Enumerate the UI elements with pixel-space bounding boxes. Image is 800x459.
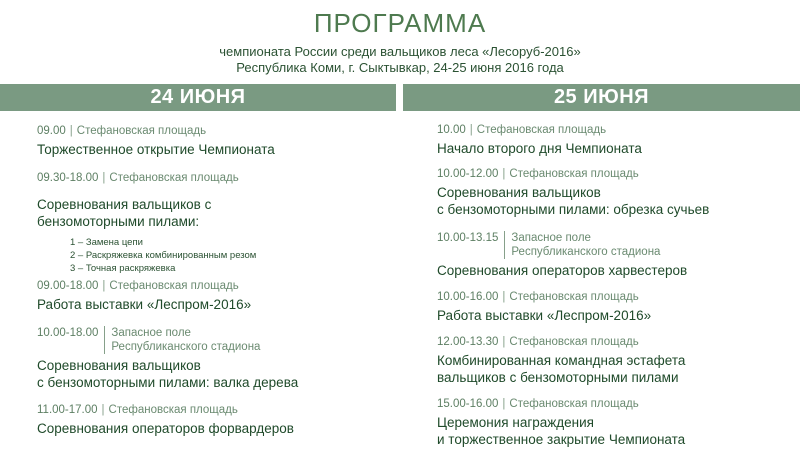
item-title: Соревнования вальщиков с бензомоторными пилами: обрезка сучьев — [437, 185, 710, 217]
item-meta: 12.00-13.30 | Стефановская площадь — [437, 336, 639, 348]
item-place: Стефановская площадь — [509, 291, 639, 303]
item-title: Соревнования операторов харвестеров — [437, 263, 688, 278]
schedule-item — [37, 326, 387, 391]
item-meta: 15.00-16.00 | Стефановская площадь — [437, 398, 639, 410]
schedule-item — [437, 335, 787, 386]
list-item: 3 – Точная раскряжевка — [70, 263, 176, 274]
item-title: Соревнования вальщиков с бензомоторными пилами: — [37, 197, 212, 229]
item-meta: 10.00-16.00 | Стефановская площадь — [437, 291, 639, 303]
item-place: Стефановская площадь — [509, 168, 639, 180]
item-meta: 09.00-18.00 | Стефановская площадь — [37, 280, 239, 292]
item-meta: 11.00-17.00 | Стефановская площадь — [37, 404, 238, 416]
item-meta: 09.30-18.00 | Стефановская площадь — [37, 172, 239, 184]
item-meta: 09.00 | Стефановская площадь — [37, 125, 207, 137]
schedule-item — [437, 123, 787, 157]
day-header-24: 24 ИЮНЯ — [0, 84, 396, 111]
item-place: Стефановская площадь — [509, 398, 639, 410]
item-time: 10.00-12.00 — [437, 168, 499, 180]
item-place: Стефановская площадь — [108, 404, 238, 416]
item-time: 10.00-13.15 — [437, 232, 499, 244]
item-meta — [437, 231, 787, 259]
item-time: 09.00 — [37, 125, 66, 137]
schedule-item — [37, 171, 387, 275]
item-time: 10.00-18.00 — [37, 327, 99, 339]
item-place: Стефановская площадь — [109, 172, 239, 184]
schedule-item — [37, 279, 387, 313]
item-title: Работа выставки «Леспром-2016» — [37, 297, 252, 312]
item-meta — [37, 326, 387, 354]
item-time: 11.00-17.00 — [37, 404, 98, 416]
item-time: 15.00-16.00 — [437, 398, 499, 410]
item-place: Стефановская площадь — [476, 124, 607, 136]
item-place: Стефановская площадь — [509, 336, 639, 348]
schedule-item — [437, 397, 787, 448]
item-place: Стефановская площадь — [76, 125, 207, 137]
subtitle-line-2: Республика Коми, г. Сыктывкар, 24-25 июня 2016 года — [236, 60, 564, 75]
item-place: Стефановская площадь — [109, 280, 239, 292]
item-sublist — [70, 236, 387, 275]
item-title: Соревнования операторов форвардеров — [37, 421, 294, 436]
item-title: Соревнования вальщиков с бензомоторными пилами: валка дерева — [37, 358, 299, 390]
subtitle-line-1: чемпионата России среди вальщиков леса «Лесоруб-2016» — [219, 44, 581, 59]
item-title: Начало второго дня Чемпионата — [437, 141, 642, 156]
schedule-item — [37, 124, 387, 158]
item-time: 09.30-18.00 — [37, 172, 99, 184]
item-title: Церемония награждения и торжественное закрытие Чемпионата — [437, 415, 686, 447]
item-meta: 10.00-12.00 | Стефановская площадь — [437, 168, 639, 180]
item-title: Торжественное открытие Чемпионата — [37, 142, 275, 157]
schedule-item — [37, 403, 387, 437]
item-title: Комбинированная командная эстафета вальщиков с бензомоторными пилами — [437, 353, 686, 385]
list-item: 2 – Раскряжевка комбинированным резом — [70, 250, 257, 261]
schedule-item — [437, 231, 787, 279]
item-title: Работа выставки «Леспром-2016» — [437, 308, 652, 323]
item-time: 09.00-18.00 — [37, 280, 99, 292]
schedule-item — [437, 167, 787, 218]
list-item: 1 – Замена цепи — [70, 237, 143, 248]
item-meta: 10.00 | Стефановская площадь — [437, 124, 607, 136]
item-place: Запасное поле Республиканского стадиона — [104, 326, 260, 354]
item-time: 10.00-16.00 — [437, 291, 499, 303]
page-title: ПРОГРАММА — [313, 8, 487, 38]
item-place: Запасное поле Республиканского стадиона — [504, 231, 660, 259]
day-header-25: 25 ИЮНЯ — [403, 84, 800, 111]
item-time: 12.00-13.30 — [437, 336, 499, 348]
schedule-item — [437, 290, 787, 324]
item-time: 10.00 — [437, 124, 466, 136]
